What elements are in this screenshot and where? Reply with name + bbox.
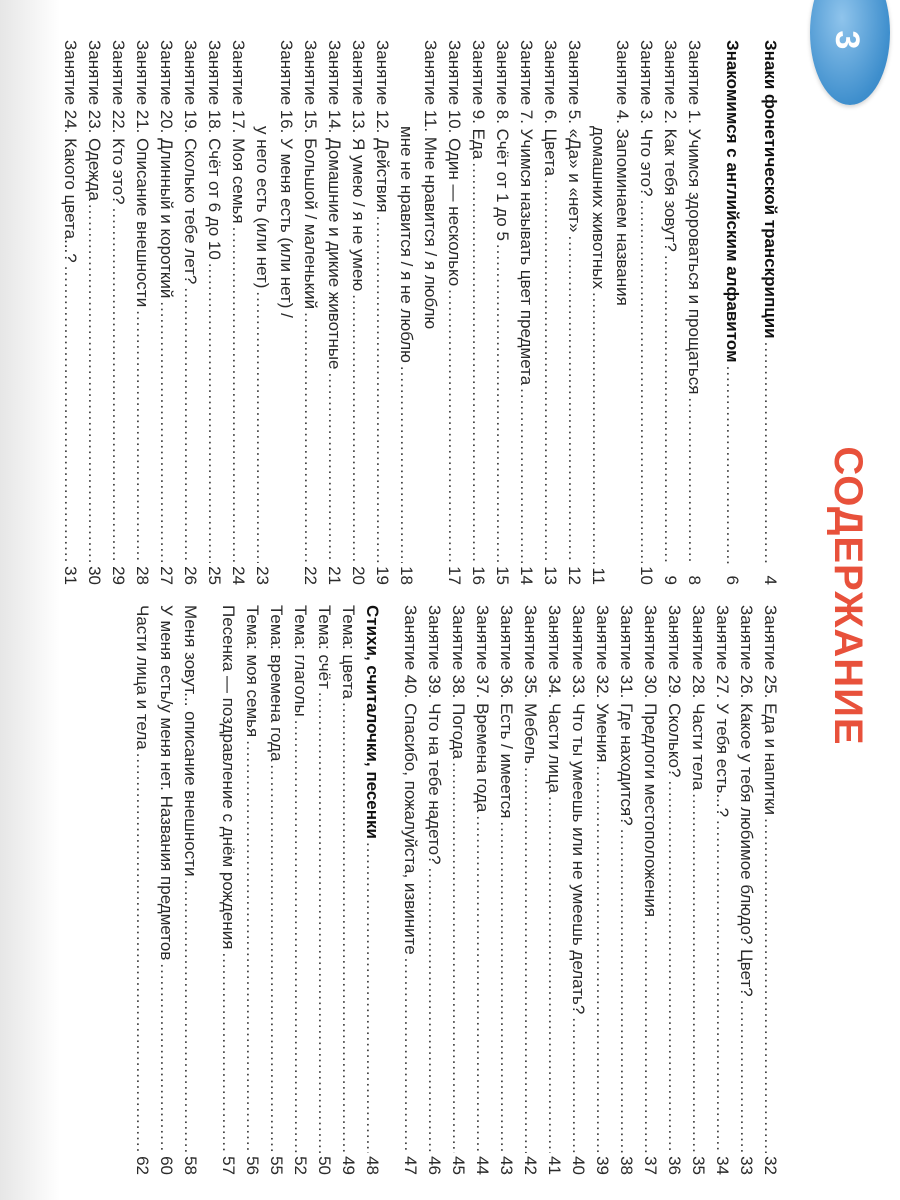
toc-entry bbox=[322, 40, 346, 585]
toc-entry-label: Занятие 30. Предлоги местоположения bbox=[641, 605, 660, 918]
toc-entry-page: 16 bbox=[469, 566, 488, 585]
toc-entry bbox=[566, 605, 590, 1175]
toc-dot-leader bbox=[336, 702, 360, 1153]
toc-entry-page: 44 bbox=[473, 1156, 492, 1175]
toc-dot-leader bbox=[566, 1017, 590, 1153]
toc-entry-label: Знакомимся с английским алфавитом bbox=[723, 40, 742, 363]
toc-entry-label: у него есть (или нет) bbox=[253, 126, 272, 289]
toc-entry-page: 19 bbox=[373, 566, 392, 585]
toc-entry-label: Занятие 34. Части лица bbox=[545, 605, 564, 794]
toc-entry bbox=[758, 605, 782, 1175]
toc-entry-page: 41 bbox=[545, 1156, 564, 1175]
toc-entry-label: Занятие 11. Мне нравится / я люблю bbox=[421, 40, 440, 330]
toc-entry bbox=[634, 40, 658, 585]
toc-entry-label: Занятие 7. Учимся называть цвет предмета bbox=[517, 40, 536, 386]
toc-entry-page: 52 bbox=[291, 1156, 310, 1175]
toc-entry-label: Занятие 18. Счёт от 6 до 10 bbox=[205, 40, 224, 260]
toc-dot-leader bbox=[398, 958, 422, 1153]
toc-entry bbox=[538, 40, 562, 585]
toc-entry-label: Занятие 5. «Да» и «нет» bbox=[565, 40, 584, 233]
toc-entry-label: Занятие 32. Умения bbox=[593, 605, 612, 763]
toc-entry bbox=[178, 40, 202, 585]
toc-entry-label: Занятие 27. У тебя есть...? bbox=[713, 605, 732, 818]
toc-dot-leader bbox=[346, 294, 370, 563]
toc-entry-page: 58 bbox=[181, 1156, 200, 1175]
toc-entry-page: 18 bbox=[397, 566, 416, 585]
toc-entry-label: Тема: моя семья bbox=[243, 605, 262, 738]
toc-entry-page: 14 bbox=[517, 566, 536, 585]
toc-dot-leader bbox=[154, 301, 178, 563]
toc-entry bbox=[422, 605, 446, 1175]
toc-entry bbox=[638, 605, 662, 1175]
toc-entry-label: Меня зовут... описание внешности bbox=[181, 605, 200, 877]
toc-entry bbox=[418, 40, 442, 585]
toc-entry-label: Занятие 3. Что это? bbox=[637, 40, 656, 197]
toc-entry-label: Тема: цвета bbox=[339, 605, 358, 699]
toc-dot-leader bbox=[586, 292, 610, 564]
toc-entry bbox=[614, 605, 638, 1175]
toc-entry-label: Занятие 2. Как тебя зовут? bbox=[661, 40, 680, 252]
toc-entry bbox=[288, 605, 312, 1175]
toc-entry-label: Занятие 40. Спасибо, пожалуйста, извините bbox=[401, 605, 420, 955]
toc-dot-leader bbox=[446, 762, 470, 1153]
toc-entry-page: 24 bbox=[229, 566, 248, 585]
toc-entry-page: 4 bbox=[761, 575, 780, 585]
toc-entry-page: 49 bbox=[339, 1156, 358, 1175]
toc-entry-page: 39 bbox=[593, 1156, 612, 1175]
toc-dot-leader bbox=[360, 842, 384, 1153]
toc-entry bbox=[250, 40, 274, 585]
toc-entry-label: Занятие 13. Я умею / я не умею bbox=[349, 40, 368, 292]
toc-entry-page: 56 bbox=[243, 1156, 262, 1175]
toc-dot-leader bbox=[394, 366, 418, 563]
toc-entry bbox=[734, 605, 758, 1175]
toc-dot-leader bbox=[662, 780, 686, 1153]
toc-entry-label: мне не нравится / я не люблю bbox=[397, 126, 416, 363]
toc-entry-label: Занятие 12. Действия bbox=[373, 40, 392, 213]
toc-entry bbox=[490, 40, 514, 585]
toc-entry bbox=[518, 605, 542, 1175]
toc-entry bbox=[240, 605, 264, 1175]
toc-entry bbox=[394, 40, 418, 585]
toc-entry-page: 30 bbox=[85, 566, 104, 585]
toc-entry-page: 32 bbox=[761, 1156, 780, 1175]
toc-entry bbox=[178, 605, 202, 1175]
toc-entry-label: Части лица и тела bbox=[133, 605, 152, 750]
toc-dot-leader bbox=[154, 963, 178, 1153]
toc-entry bbox=[662, 605, 686, 1175]
toc-entry-page: 34 bbox=[713, 1156, 732, 1175]
toc-dot-leader bbox=[298, 312, 322, 563]
toc-dot-leader bbox=[686, 793, 710, 1153]
toc-entry bbox=[298, 40, 322, 585]
toc-entry-page: 47 bbox=[401, 1156, 420, 1175]
toc-entry bbox=[562, 40, 586, 585]
toc-dot-leader bbox=[178, 287, 202, 563]
toc-entry bbox=[82, 40, 106, 585]
toc-dot-leader bbox=[264, 764, 288, 1153]
toc-entry-page: 20 bbox=[349, 566, 368, 585]
toc-entry bbox=[658, 40, 682, 585]
toc-left-column bbox=[58, 40, 782, 585]
toc-dot-leader bbox=[250, 291, 274, 563]
toc-entry-page: 43 bbox=[497, 1156, 516, 1175]
toc-entry-page: 15 bbox=[493, 566, 512, 585]
toc-entry-page: 27 bbox=[157, 566, 176, 585]
toc-entry bbox=[470, 605, 494, 1175]
toc-dot-leader bbox=[758, 342, 782, 564]
toc-dot-leader bbox=[590, 765, 614, 1153]
toc-entry bbox=[154, 605, 178, 1175]
toc-entry-label: Занятие 22. Кто это? bbox=[109, 40, 128, 205]
toc-dot-leader bbox=[634, 200, 658, 563]
toc-entry-page: 37 bbox=[641, 1156, 660, 1175]
toc-entry bbox=[312, 605, 336, 1175]
toc-entry-label: Занятие 37. Времена года bbox=[473, 605, 492, 813]
toc-entry-label: домашних животных bbox=[589, 126, 608, 289]
toc-entry-page: 45 bbox=[449, 1156, 468, 1175]
toc-dot-leader bbox=[216, 952, 240, 1153]
toc-dot-leader bbox=[370, 216, 394, 563]
toc-entry-label: Занятие 14. Домашние и дикие животные bbox=[325, 40, 344, 370]
toc-entry-label: Занятие 20. Длинный и короткий bbox=[157, 40, 176, 299]
toc-entry-label: Занятие 26. Какое у тебя любимое блюдо? Цвет? bbox=[737, 605, 756, 997]
toc-dot-leader bbox=[758, 818, 782, 1153]
toc-entry-label: Занятие 16. У меня есть (или нет) / bbox=[277, 40, 296, 318]
toc-entry-page: 60 bbox=[157, 1156, 176, 1175]
toc-entry-page: 23 bbox=[253, 566, 272, 585]
toc-entry-label: Занятие 15. Большой / маленький bbox=[301, 40, 320, 310]
toc-entry bbox=[274, 40, 298, 585]
toc-entry-page: 46 bbox=[425, 1156, 444, 1175]
toc-dot-leader bbox=[82, 204, 106, 563]
toc-entry bbox=[106, 40, 130, 585]
toc-dot-leader bbox=[514, 388, 538, 563]
toc-entry-page: 50 bbox=[315, 1156, 334, 1175]
toc-entry-page: 22 bbox=[301, 566, 320, 585]
toc-entry-label: Занятие 36. Есть / имеется bbox=[497, 605, 516, 819]
toc-entry-page: 25 bbox=[205, 566, 224, 585]
toc-entry bbox=[686, 605, 710, 1175]
toc-dot-leader bbox=[710, 820, 734, 1153]
toc-entry-page: 42 bbox=[521, 1156, 540, 1175]
toc-entry-page: 35 bbox=[689, 1156, 708, 1175]
toc-dot-leader bbox=[658, 255, 682, 564]
toc-entry-label: Тема: глаголы bbox=[291, 605, 310, 717]
toc-entry-label: Занятие 31. Где находится? bbox=[617, 605, 636, 826]
toc-entry bbox=[264, 605, 288, 1175]
toc-dot-leader bbox=[288, 720, 312, 1153]
toc-dot-leader bbox=[518, 767, 542, 1153]
toc-entry bbox=[130, 40, 154, 585]
toc-entry-page: 62 bbox=[133, 1156, 152, 1175]
toc-dot-leader bbox=[130, 310, 154, 563]
toc-entry-label: Занятие 9. Еда bbox=[469, 40, 488, 160]
toc-entry bbox=[336, 605, 360, 1175]
toc-entry-label: Занятие 8. Счёт от 1 до 5 bbox=[493, 40, 512, 241]
toc-entry bbox=[360, 605, 384, 1175]
toc-entry bbox=[514, 40, 538, 585]
toc-entry bbox=[216, 605, 240, 1175]
toc-dot-leader bbox=[682, 397, 706, 564]
toc-entry bbox=[610, 40, 634, 585]
toc-entry-page: 55 bbox=[267, 1156, 286, 1175]
toc-entry bbox=[542, 605, 566, 1175]
toc-entry bbox=[398, 605, 422, 1175]
toc-entry-label: Занятие 25. Еда и напитки bbox=[761, 605, 780, 816]
toc-dot-leader bbox=[470, 815, 494, 1153]
toc-entry-page: 13 bbox=[541, 566, 560, 585]
toc-entry bbox=[466, 40, 490, 585]
toc-entry bbox=[370, 40, 394, 585]
toc-dot-leader bbox=[312, 692, 336, 1153]
toc-entry-label: Занятие 38. Погода bbox=[449, 605, 468, 760]
toc-entry-label: Занятие 23. Одежда bbox=[85, 40, 104, 201]
toc-entry-page: 11 bbox=[589, 567, 608, 585]
toc-entry-page: 31 bbox=[61, 566, 80, 585]
toc-dot-leader bbox=[538, 179, 562, 563]
toc-entry-page: 36 bbox=[665, 1156, 684, 1175]
toc-entry-page: 17 bbox=[445, 566, 464, 585]
toc-entry bbox=[682, 40, 706, 585]
toc-dot-leader bbox=[638, 920, 662, 1153]
toc-dot-leader bbox=[240, 740, 264, 1153]
toc-entry bbox=[202, 40, 226, 585]
page-title: СОДЕРЖАНИЕ bbox=[826, 446, 870, 746]
toc-dot-leader bbox=[490, 244, 514, 563]
toc-entry-page: 38 bbox=[617, 1156, 636, 1175]
toc-entry bbox=[58, 40, 82, 585]
toc-entry-label: Занятие 28. Части тела bbox=[689, 605, 708, 791]
toc-entry-page: 57 bbox=[219, 1156, 238, 1175]
toc-dot-leader bbox=[322, 373, 346, 564]
toc-entry-label: Занятие 4. Запоминаем названия bbox=[613, 40, 632, 306]
toc-entry bbox=[154, 40, 178, 585]
toc-entry bbox=[442, 40, 466, 585]
toc-entry-label: Тема: счёт bbox=[315, 605, 334, 689]
toc-entry-label: Занятие 33. Что ты умеешь или не умеешь делать? bbox=[569, 605, 588, 1015]
toc-dot-leader bbox=[562, 235, 586, 563]
toc-entry-label: Занятие 35. Мебель bbox=[521, 605, 540, 764]
toc-dot-leader bbox=[542, 796, 566, 1153]
toc-entry bbox=[130, 605, 154, 1175]
page-number: 3 bbox=[828, 30, 867, 50]
toc-dot-leader bbox=[58, 266, 82, 563]
toc-entry bbox=[710, 605, 734, 1175]
toc-entry-label: Занятие 10. Один — несколько bbox=[445, 40, 464, 287]
toc-entry bbox=[446, 605, 470, 1175]
toc-dot-leader bbox=[422, 868, 446, 1154]
toc-entry-label: Занятие 1. Учимся здороваться и прощаться bbox=[685, 40, 704, 395]
toc-entry-page: 28 bbox=[133, 566, 152, 585]
toc-dot-leader bbox=[442, 289, 466, 563]
toc-entry-label: Занятие 19. Сколько тебе лет? bbox=[181, 40, 200, 285]
toc-entry-page: 40 bbox=[569, 1156, 588, 1175]
toc-dot-leader bbox=[130, 753, 154, 1153]
toc-dot-leader bbox=[226, 227, 250, 564]
toc-dot-leader bbox=[734, 1000, 758, 1153]
toc-entry-label: Стихи, считалочки, песенки bbox=[363, 605, 382, 839]
toc-entry-page: 33 bbox=[737, 1156, 756, 1175]
toc-entry bbox=[226, 40, 250, 585]
toc-entry-page: 8 bbox=[685, 575, 704, 585]
toc-entry-page: 9 bbox=[661, 575, 680, 585]
toc-entry-label: Тема: времена года bbox=[267, 605, 286, 762]
toc-dot-leader bbox=[614, 829, 638, 1153]
toc-entry-label: Знаки фонетической транскрипции bbox=[761, 40, 780, 339]
toc-entry-page: 12 bbox=[565, 566, 584, 585]
toc-entry-label: Песенка — поздравление с днём рождения bbox=[219, 605, 238, 950]
toc-entry-page: 26 bbox=[181, 566, 200, 585]
toc-dot-leader bbox=[202, 263, 226, 563]
toc-entry-label: Занятие 6. Цвета bbox=[541, 40, 560, 177]
toc-entry-label: У меня есть/у меня нет. Названия предметов bbox=[157, 605, 176, 961]
toc-entry-label: Занятие 29. Сколько? bbox=[665, 605, 684, 778]
toc-entry-page: 48 bbox=[363, 1156, 382, 1175]
toc-right-column bbox=[130, 605, 782, 1175]
toc-entry-page: 6 bbox=[723, 575, 742, 585]
toc-entry bbox=[586, 40, 610, 585]
toc-dot-leader bbox=[494, 821, 518, 1153]
toc-dot-leader bbox=[178, 879, 202, 1153]
toc-entry-label: Занятие 24. Какого цвета...? bbox=[61, 40, 80, 263]
toc-entry-page: 21 bbox=[325, 566, 344, 585]
toc-entry bbox=[720, 40, 744, 585]
toc-entry bbox=[346, 40, 370, 585]
toc-entry bbox=[758, 40, 782, 585]
toc-entry-page: 10 bbox=[637, 566, 656, 585]
toc-entry-label: Занятие 21. Описание внешности bbox=[133, 40, 152, 308]
toc-entry bbox=[590, 605, 614, 1175]
toc-entry-page: 29 bbox=[109, 566, 128, 585]
toc-entry-label: Занятие 17. Моя семья bbox=[229, 40, 248, 224]
toc-dot-leader bbox=[466, 162, 490, 563]
toc-entry-label: Занятие 39. Что на тебе надето? bbox=[425, 605, 444, 865]
toc-dot-leader bbox=[106, 208, 130, 563]
toc-entry bbox=[494, 605, 518, 1175]
toc-dot-leader bbox=[720, 366, 744, 564]
